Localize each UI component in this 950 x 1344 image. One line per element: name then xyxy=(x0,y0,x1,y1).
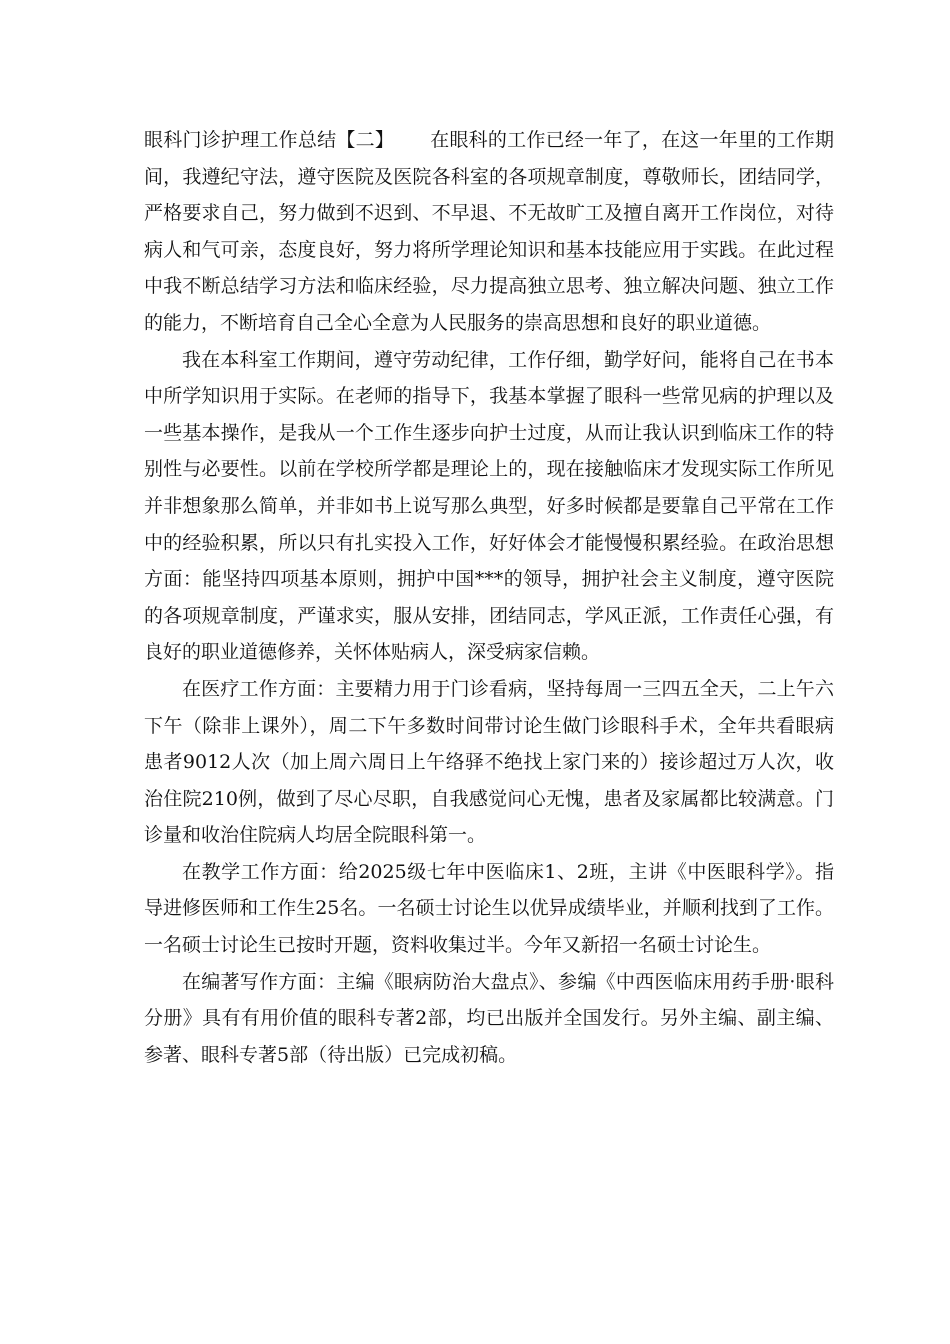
paragraph-5: 在编著写作方面：主编《眼病防治大盘点》、参编《中西医临床用药手册·眼科分册》具有有用价值的眼科专著2部，均已出版并全国发行。另外主编、副主编、参著、眼科专著5部（待出版）已完成初稿。 xyxy=(144,970,834,1066)
paragraph-2: 我在本科室工作期间，遵守劳动纪律，工作仔细，勤学好问，能将自己在书本中所学知识用于实际。在老师的指导下，我基本掌握了眼科一些常见病的护理以及一些基本操作，是我从一个工作生逐步向护士过度，从而让我认识到临床工作的特别性与必要性。以前在学校所学都是理论上的，现在接触临床才发现实际工作所见并非想象那么简单，并非如书上说写那么典型，好多时候都是要靠自己平常在工作中的经验积累，所以只有扎实投入工作，好好体会才能慢慢积累经验。在政治思想方面：能坚持四项基本原则，拥护中国***的领导，拥护社会主义制度，遵守医院的各项规章制度，严谨求实，服从安排，团结同志，学风正派，工作责任心强，有良好的职业道德修养，关怀体贴病人，深受病家信赖。 xyxy=(144,348,834,664)
paragraph-3: 在医疗工作方面：主要精力用于门诊看病，坚持每周一三四五全天，二上午六下午（除非上课外），周二下午多数时间带讨论生做门诊眼科手术，全年共看眼病患者9012人次（加上周六周日上午络驿不绝找上家门来的）接诊超过万人次，收治住院210例，做到了尽心尽职，自我感觉问心无愧，患者及家属都比较满意。门诊量和收治住院病人均居全院眼科第一。 xyxy=(144,677,834,847)
document-title: 眼科门诊护理工作总结【二】 xyxy=(144,129,395,151)
paragraph-1 xyxy=(144,122,834,342)
paragraph-1-text: 在眼科的工作已经一年了，在这一年里的工作期间，我遵纪守法，遵守医院及医院各科室的各项规章制度，尊敬师长，团结同学，严格要求自己，努力做到不迟到、不早退、不无故旷工及擅自离开工作岗位，对待病人和气可亲，态度良好，努力将所学理论知识和基本技能应用于实践。在此过程中我不断总结学习方法和临床经验，尽力提高独立思考、独立解决问题、独立工作的能力，不断培育自己全心全意为人民服务的崇高思想和良好的职业道德。 xyxy=(144,129,834,334)
paragraph-4: 在教学工作方面：给2025级七年中医临床1、2班，主讲《中医眼科学》。指导进修医师和工作生25名。一名硕士讨论生以优异成绩毕业，并顺利找到了工作。一名硕士讨论生已按时开题，资料收集过半。今年又新招一名硕士讨论生。 xyxy=(144,860,834,957)
document-body xyxy=(144,122,834,1073)
